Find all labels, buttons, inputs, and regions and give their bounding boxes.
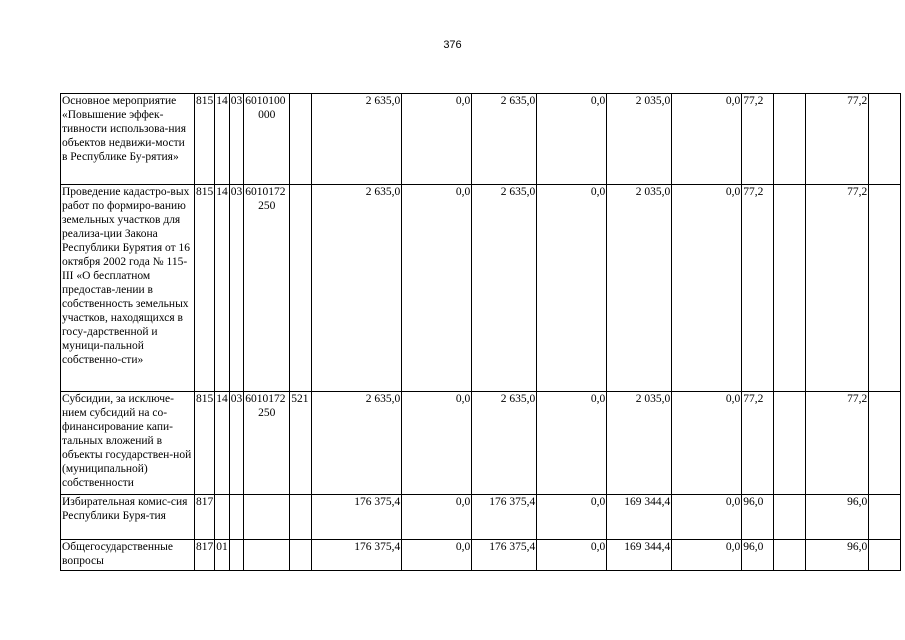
value-cell — [774, 94, 806, 185]
pr-code: 03 — [229, 94, 244, 185]
value-cell: 0,0 — [672, 540, 742, 571]
rz-code: 14 — [215, 392, 230, 495]
row-name: Проведение кадастро-вых работ по формиро-ванию земельных участков для реализа-ции Закона Республики Бурятия от 16 октября 2002 года № 115-III «О бесплатном предостав-лении в собственность земельных участков, находящихся в госу-дарственной и муници-пальной собственно-сти» — [61, 185, 195, 392]
cs-code-part2: 000 — [258, 109, 276, 121]
value-cell: 2 635,0 — [472, 185, 537, 392]
table-row — [61, 495, 901, 540]
page-number: 376 — [443, 39, 462, 51]
value-cell: 0,0 — [402, 540, 472, 571]
cs-code-part2: 250 — [258, 200, 276, 212]
value-cell: 2 635,0 — [472, 392, 537, 495]
row-name: Избирательная комис-сия Республики Буря-тия — [61, 495, 195, 540]
value-cell: 0,0 — [537, 94, 607, 185]
rz-code: 14 — [215, 185, 230, 392]
empty-cell — [869, 185, 901, 392]
cs-code — [244, 540, 290, 571]
gl-code: 815 — [195, 185, 215, 392]
pr-code: 03 — [229, 185, 244, 392]
vr-code: 521 — [290, 392, 312, 495]
value-cell: 0,0 — [537, 392, 607, 495]
value-cell: 0,0 — [537, 185, 607, 392]
percent-cell: 77,2 — [806, 185, 869, 392]
budget-table — [60, 93, 901, 571]
table-row — [61, 540, 901, 571]
cs-code — [244, 392, 290, 495]
value-cell: 176 375,4 — [312, 540, 402, 571]
value-cell: 176 375,4 — [312, 495, 402, 540]
percent-cell: 77,2 — [806, 94, 869, 185]
value-cell — [774, 185, 806, 392]
gl-code: 815 — [195, 392, 215, 495]
vr-code — [290, 94, 312, 185]
value-cell: 2 035,0 — [607, 185, 672, 392]
pr-code — [229, 495, 244, 540]
cs-code-part1: 6010172 — [245, 186, 286, 198]
value-cell: 176 375,4 — [472, 495, 537, 540]
percent-cell: 77,2 — [806, 392, 869, 495]
cs-code — [244, 495, 290, 540]
row-name: Основное мероприятие «Повышение эффек-тивности использова-ния объектов недвижи-мости в Республике Бу-рятия» — [61, 94, 195, 185]
value-cell: 2 035,0 — [607, 94, 672, 185]
row-name: Субсидии, за исключе-нием субсидий на со-финансирование капи-тальных вложений в объекты государствен-ной (муниципальной) собственности — [61, 392, 195, 495]
value-cell: 0,0 — [672, 94, 742, 185]
value-cell: 169 344,4 — [607, 495, 672, 540]
value-cell: 0,0 — [537, 495, 607, 540]
empty-cell — [869, 392, 901, 495]
value-cell: 0,0 — [402, 185, 472, 392]
table-row — [61, 392, 901, 495]
rz-code: 01 — [215, 540, 230, 571]
cs-code-part1: 6010100 — [245, 95, 286, 107]
pr-code: 03 — [229, 392, 244, 495]
percent-cell: 77,2 — [742, 185, 774, 392]
vr-code — [290, 540, 312, 571]
percent-cell: 96,0 — [806, 495, 869, 540]
cs-code — [244, 94, 290, 185]
vr-code — [290, 495, 312, 540]
value-cell: 0,0 — [672, 495, 742, 540]
value-cell — [774, 495, 806, 540]
percent-cell: 96,0 — [742, 495, 774, 540]
value-cell — [774, 392, 806, 495]
value-cell — [774, 540, 806, 571]
value-cell: 169 344,4 — [607, 540, 672, 571]
row-name: Общегосударственные вопросы — [61, 540, 195, 571]
gl-code: 817 — [195, 495, 215, 540]
percent-cell: 96,0 — [806, 540, 869, 571]
value-cell: 0,0 — [537, 540, 607, 571]
value-cell: 2 635,0 — [472, 94, 537, 185]
pr-code — [229, 540, 244, 571]
empty-cell — [869, 94, 901, 185]
value-cell: 0,0 — [672, 185, 742, 392]
value-cell: 2 035,0 — [607, 392, 672, 495]
percent-cell: 77,2 — [742, 94, 774, 185]
value-cell: 176 375,4 — [472, 540, 537, 571]
value-cell: 2 635,0 — [312, 94, 402, 185]
value-cell: 0,0 — [402, 495, 472, 540]
gl-code: 815 — [195, 94, 215, 185]
empty-cell — [869, 540, 901, 571]
gl-code: 817 — [195, 540, 215, 571]
value-cell: 2 635,0 — [312, 392, 402, 495]
table-row — [61, 185, 901, 392]
vr-code — [290, 185, 312, 392]
empty-cell — [869, 495, 901, 540]
percent-cell: 96,0 — [742, 540, 774, 571]
cs-code-part1: 6010172 — [245, 393, 286, 405]
table-row — [61, 94, 901, 185]
value-cell: 0,0 — [402, 392, 472, 495]
rz-code — [215, 495, 230, 540]
cs-code-part2: 250 — [258, 407, 276, 419]
rz-code: 14 — [215, 94, 230, 185]
cs-code — [244, 185, 290, 392]
value-cell: 0,0 — [672, 392, 742, 495]
value-cell: 0,0 — [402, 94, 472, 185]
value-cell: 2 635,0 — [312, 185, 402, 392]
percent-cell: 77,2 — [742, 392, 774, 495]
